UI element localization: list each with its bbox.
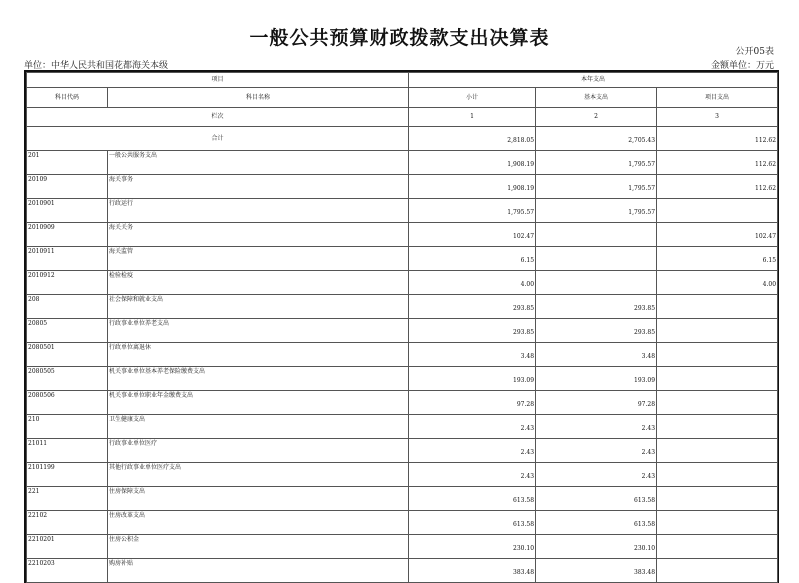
project-expenditure-cell: 6.15	[657, 247, 778, 271]
subject-code-cell: 2080506	[27, 391, 108, 415]
header-col-3: 3	[657, 108, 778, 127]
basic-expenditure-cell: 97.28	[536, 391, 657, 415]
subject-name-cell: 机关事业单位基本养老保险缴费支出	[108, 367, 409, 391]
table-row	[27, 271, 778, 295]
subject-code-cell: 208	[27, 295, 108, 319]
subject-name-cell: 机关事业单位职业年金缴费支出	[108, 391, 409, 415]
subject-name-cell: 检验检疫	[108, 271, 409, 295]
basic-expenditure-cell: 383.48	[536, 559, 657, 583]
basic-expenditure-cell: 293.85	[536, 295, 657, 319]
project-expenditure-cell	[657, 319, 778, 343]
expenditure-table	[24, 70, 779, 583]
subject-name-cell: 其他行政事业单位医疗支出	[108, 463, 409, 487]
subject-code-cell: 221	[27, 487, 108, 511]
header-row-3	[27, 108, 778, 127]
subject-name-cell: 卫生健康支出	[108, 415, 409, 439]
header-current-year: 本年支出	[409, 73, 778, 88]
total-project: 112.62	[657, 127, 778, 151]
project-expenditure-cell	[657, 487, 778, 511]
basic-expenditure-cell: 613.58	[536, 487, 657, 511]
header-column-order: 栏次	[27, 108, 409, 127]
basic-expenditure-cell: 1,795.57	[536, 175, 657, 199]
subject-name-cell: 行政事业单位医疗	[108, 439, 409, 463]
table-row	[27, 223, 778, 247]
subtotal-cell: 613.58	[409, 487, 536, 511]
header-basic: 基本支出	[536, 88, 657, 108]
subtotal-cell: 1,908.19	[409, 175, 536, 199]
project-expenditure-cell	[657, 535, 778, 559]
subtotal-cell: 293.85	[409, 319, 536, 343]
table-row	[27, 343, 778, 367]
project-expenditure-cell	[657, 295, 778, 319]
table-row	[27, 463, 778, 487]
table-row	[27, 415, 778, 439]
subtotal-cell: 193.09	[409, 367, 536, 391]
project-expenditure-cell: 112.62	[657, 175, 778, 199]
header-subtotal: 小计	[409, 88, 536, 108]
total-subtotal: 2,818.05	[409, 127, 536, 151]
header-code: 科目代码	[27, 88, 108, 108]
project-expenditure-cell	[657, 391, 778, 415]
subject-name-cell: 住房保障支出	[108, 487, 409, 511]
subject-code-cell: 2101199	[27, 463, 108, 487]
subtotal-cell: 383.48	[409, 559, 536, 583]
project-expenditure-cell: 112.62	[657, 151, 778, 175]
subject-code-cell: 21011	[27, 439, 108, 463]
subtotal-cell: 293.85	[409, 295, 536, 319]
table-row	[27, 391, 778, 415]
subject-name-cell: 购房补贴	[108, 559, 409, 583]
table-row	[27, 247, 778, 271]
project-expenditure-cell: 4.00	[657, 271, 778, 295]
table-row	[27, 535, 778, 559]
subtotal-cell: 6.15	[409, 247, 536, 271]
subject-code-cell: 2010912	[27, 271, 108, 295]
project-expenditure-cell: 102.47	[657, 223, 778, 247]
table-row	[27, 175, 778, 199]
table-row	[27, 319, 778, 343]
subtotal-cell: 102.47	[409, 223, 536, 247]
basic-expenditure-cell	[536, 271, 657, 295]
header-name: 科目名称	[108, 88, 409, 108]
header-project: 项目支出	[657, 88, 778, 108]
subtotal-cell: 1,795.57	[409, 199, 536, 223]
subject-name-cell: 行政运行	[108, 199, 409, 223]
subtotal-cell: 97.28	[409, 391, 536, 415]
project-expenditure-cell	[657, 463, 778, 487]
project-expenditure-cell	[657, 415, 778, 439]
subject-name-cell: 住房改革支出	[108, 511, 409, 535]
subject-code-cell: 2210203	[27, 559, 108, 583]
basic-expenditure-cell: 2.43	[536, 439, 657, 463]
unit-label: 单位：中华人民共和国花都海关本级	[24, 61, 169, 71]
subject-code-cell: 210	[27, 415, 108, 439]
basic-expenditure-cell: 2.43	[536, 463, 657, 487]
subject-code-cell: 20109	[27, 175, 108, 199]
basic-expenditure-cell: 2.43	[536, 415, 657, 439]
table-row	[27, 559, 778, 583]
subject-code-cell: 201	[27, 151, 108, 175]
table-row	[27, 487, 778, 511]
table-row	[27, 511, 778, 535]
project-expenditure-cell	[657, 511, 778, 535]
subject-name-cell: 住房公积金	[108, 535, 409, 559]
project-expenditure-cell	[657, 367, 778, 391]
project-expenditure-cell	[657, 343, 778, 367]
subject-name-cell: 社会保障和就业支出	[108, 295, 409, 319]
subject-code-cell: 20805	[27, 319, 108, 343]
project-expenditure-cell	[657, 439, 778, 463]
subject-name-cell: 一般公共服务支出	[108, 151, 409, 175]
table-row	[27, 199, 778, 223]
header-row-2	[27, 88, 778, 108]
subtotal-cell: 2.43	[409, 463, 536, 487]
subtotal-cell: 2.43	[409, 439, 536, 463]
header-col-2: 2	[536, 108, 657, 127]
header-col-1: 1	[409, 108, 536, 127]
subtotal-cell: 613.58	[409, 511, 536, 535]
subject-name-cell: 海关关务	[108, 223, 409, 247]
basic-expenditure-cell	[536, 247, 657, 271]
total-basic: 2,705.43	[536, 127, 657, 151]
subject-code-cell: 2010909	[27, 223, 108, 247]
header-row-1	[27, 73, 778, 88]
subject-name-cell: 海关事务	[108, 175, 409, 199]
table-row	[27, 367, 778, 391]
subject-code-cell: 2010901	[27, 199, 108, 223]
subject-code-cell: 2080505	[27, 367, 108, 391]
subtotal-cell: 3.48	[409, 343, 536, 367]
basic-expenditure-cell	[536, 223, 657, 247]
project-expenditure-cell	[657, 199, 778, 223]
subject-name-cell: 行政事业单位养老支出	[108, 319, 409, 343]
subject-code-cell: 2210201	[27, 535, 108, 559]
table-row	[27, 151, 778, 175]
basic-expenditure-cell: 230.10	[536, 535, 657, 559]
basic-expenditure-cell: 613.58	[536, 511, 657, 535]
subtotal-cell: 2.43	[409, 415, 536, 439]
basic-expenditure-cell: 293.85	[536, 319, 657, 343]
total-row	[27, 127, 778, 151]
subtotal-cell: 4.00	[409, 271, 536, 295]
subject-name-cell: 行政单位离退休	[108, 343, 409, 367]
page-title: 一般公共预算财政拨款支出决算表	[249, 27, 550, 49]
project-expenditure-cell	[657, 559, 778, 583]
amount-unit-label: 金额单位：万元	[710, 61, 774, 71]
subtotal-cell: 1,908.19	[409, 151, 536, 175]
basic-expenditure-cell: 3.48	[536, 343, 657, 367]
table-row	[27, 295, 778, 319]
basic-expenditure-cell: 1,795.57	[536, 151, 657, 175]
subtotal-cell: 230.10	[409, 535, 536, 559]
subject-code-cell: 2080501	[27, 343, 108, 367]
total-label: 合计	[27, 127, 409, 151]
subject-code-cell: 22102	[27, 511, 108, 535]
basic-expenditure-cell: 193.09	[536, 367, 657, 391]
subject-code-cell: 2010911	[27, 247, 108, 271]
form-number: 公开05表	[735, 47, 774, 57]
table-row	[27, 439, 778, 463]
basic-expenditure-cell: 1,795.57	[536, 199, 657, 223]
subject-name-cell: 海关监管	[108, 247, 409, 271]
header-item: 项目	[27, 73, 409, 88]
